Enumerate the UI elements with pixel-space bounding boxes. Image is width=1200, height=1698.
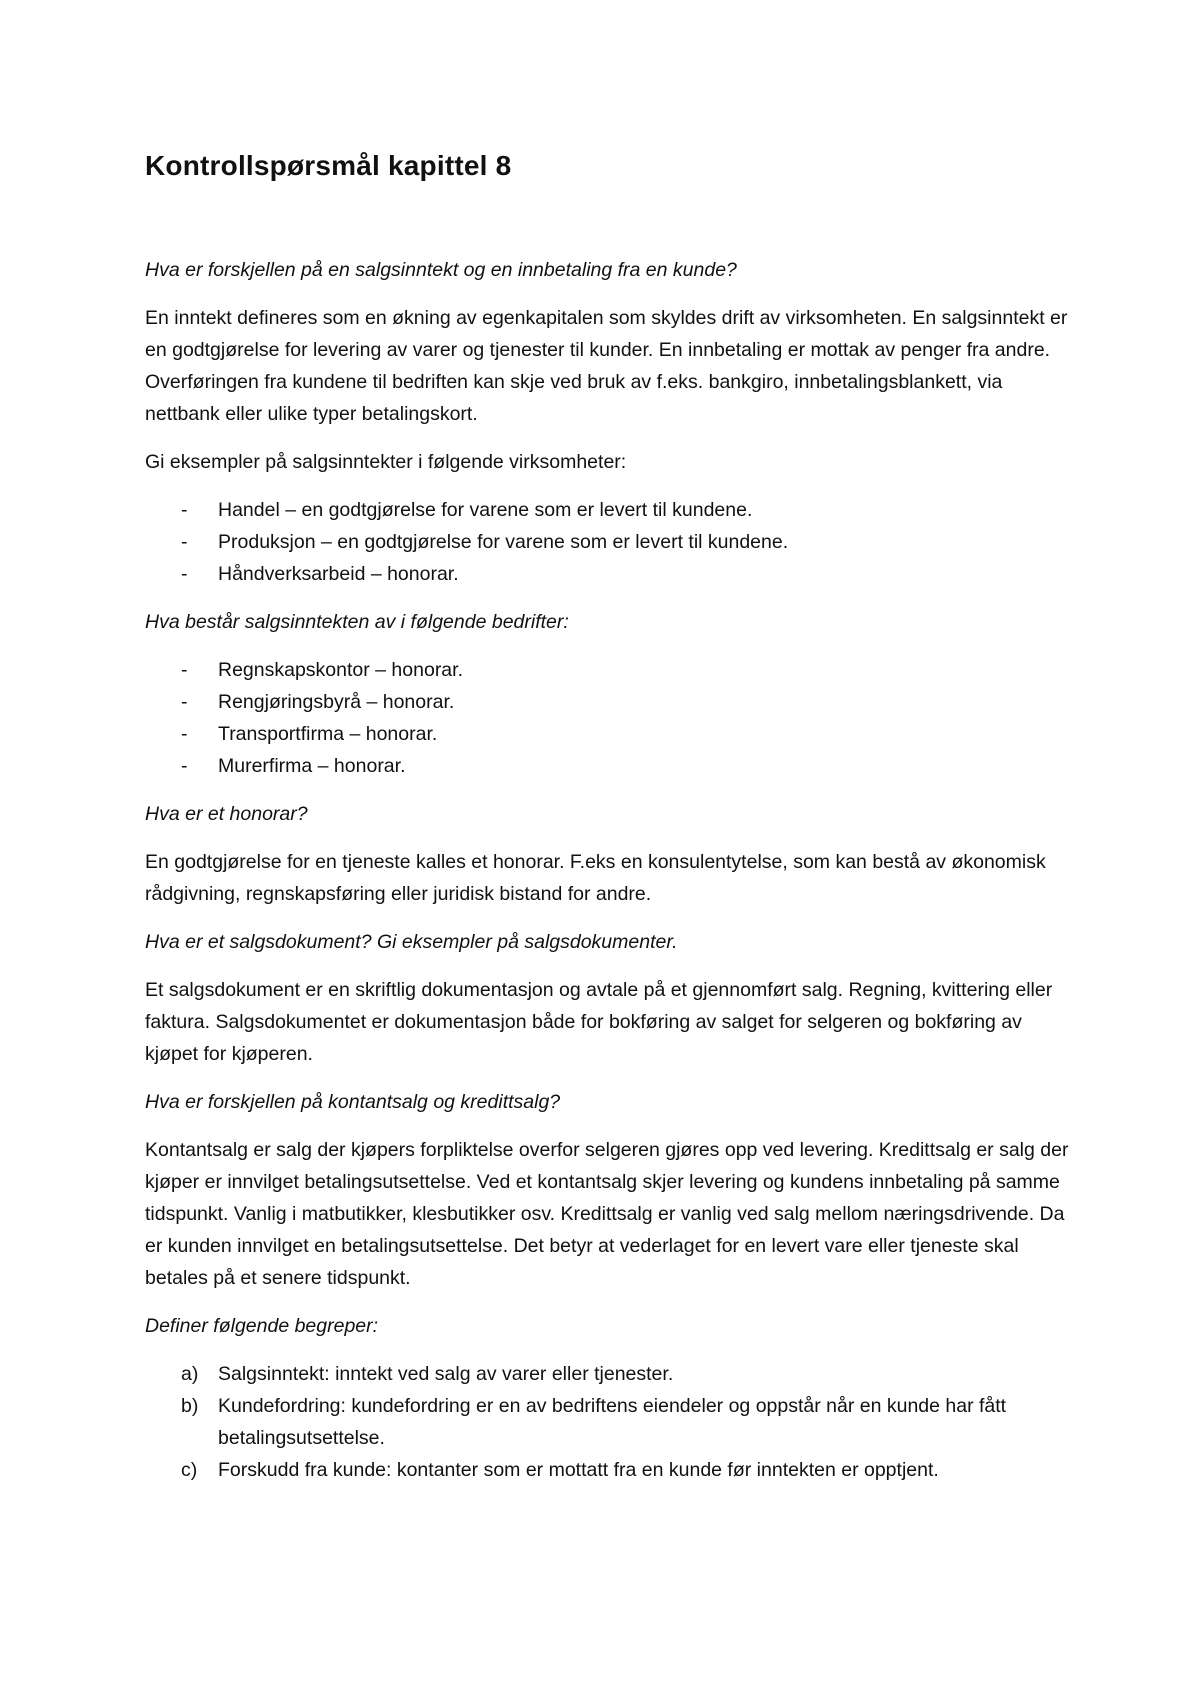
- list-item-text: Rengjøringsbyrå – honorar.: [218, 691, 455, 713]
- question-6: Hva er forskjellen på kontantsalg og kredittsalg?: [145, 1091, 561, 1113]
- list-marker: -: [181, 499, 188, 521]
- list-item: [145, 558, 1075, 590]
- list-marker: -: [181, 691, 188, 713]
- question-1: Hva er forskjellen på en salgsinntekt og en innbetaling fra en kunde?: [145, 259, 737, 281]
- list-examples: [145, 494, 1075, 590]
- list-marker: -: [181, 723, 188, 745]
- list-item: [145, 1358, 1075, 1390]
- list-item: [145, 1454, 1075, 1486]
- list-item: [145, 718, 1075, 750]
- list-item-text: Transportfirma – honorar.: [218, 723, 438, 745]
- list-definitions: [145, 1358, 1075, 1486]
- answer-6: Kontantsalg er salg der kjøpers forpliktelse overfor selgeren gjøres opp ved levering. Kredittsalg er salg der kjøper er innvilget betalingsutsettelse. Ved et kontantsalg skjer levering og kundens innbetaling på samme tidspunkt. Vanlig i matbutikker, klesbutikker osv. Kredittsalg er vanlig ved salg mellom næringsdrivende. Da er kunden innvilget en betalingsutsettelse. Det betyr at vederlaget for en levert vare eller tjeneste skal betales på et senere tidspunkt.: [145, 1139, 1069, 1289]
- list-marker: -: [181, 659, 188, 681]
- list-marker: a): [181, 1363, 199, 1385]
- document-body: [145, 146, 1075, 1502]
- list-item: [145, 750, 1075, 782]
- list-item-text: Regnskapskontor – honorar.: [218, 659, 463, 681]
- list-item: [145, 526, 1075, 558]
- question-5: Hva er et salgsdokument? Gi eksempler på salgsdokumenter.: [145, 931, 678, 953]
- list-item: [145, 686, 1075, 718]
- list-marker: -: [181, 563, 188, 585]
- list-item-text: Handel – en godtgjørelse for varene som er levert til kundene.: [218, 499, 753, 521]
- answer-1: En inntekt defineres som en økning av egenkapitalen som skyldes drift av virksomheten. En salgsinntekt er en godtgjørelse for levering av varer og tjenester til kunder. En innbetaling er mottak av penger fra andre. Overføringen fra kundene til bedriften kan skje ved bruk av f.eks. bankgiro, innbetalingsblankett, via nettbank eller ulike typer betalingskort.: [145, 307, 1068, 425]
- list-businesses: [145, 654, 1075, 782]
- question-2: Gi eksempler på salgsinntekter i følgende virksomheter:: [145, 451, 627, 473]
- question-4: Hva er et honorar?: [145, 803, 308, 825]
- list-item: [145, 654, 1075, 686]
- list-item-text: Murerfirma – honorar.: [218, 755, 406, 777]
- question-3: Hva består salgsinntekten av i følgende bedrifter:: [145, 611, 569, 633]
- list-marker: -: [181, 755, 188, 777]
- list-item-text: Forskudd fra kunde: kontanter som er mottatt fra en kunde før inntekten er opptjent.: [218, 1459, 939, 1481]
- list-marker: c): [181, 1459, 198, 1481]
- list-item-text: Produksjon – en godtgjørelse for varene som er levert til kundene.: [218, 531, 789, 553]
- question-7: Definer følgende begreper:: [145, 1315, 379, 1337]
- list-item-text: Håndverksarbeid – honorar.: [218, 563, 459, 585]
- answer-5: Et salgsdokument er en skriftlig dokumentasjon og avtale på et gjennomført salg. Regning, kvittering eller faktura. Salgsdokumentet er dokumentasjon både for bokføring av salget for selgeren og bokføring av kjøpet for kjøperen.: [145, 979, 1053, 1065]
- list-marker: b): [181, 1395, 199, 1417]
- page-title: Kontrollspørsmål kapittel 8: [145, 150, 512, 181]
- list-item: [145, 1390, 1075, 1454]
- list-marker: -: [181, 531, 188, 553]
- list-item: [145, 494, 1075, 526]
- list-item-text: Kundefordring: kundefordring er en av bedriftens eiendeler og oppstår når en kunde har fått betalingsutsettelse.: [218, 1395, 1007, 1449]
- answer-4: En godtgjørelse for en tjeneste kalles et honorar. F.eks en konsulentytelse, som kan bestå av økonomisk rådgivning, regnskapsføring eller juridisk bistand for andre.: [145, 851, 1046, 905]
- list-item-text: Salgsinntekt: inntekt ved salg av varer eller tjenester.: [218, 1363, 674, 1385]
